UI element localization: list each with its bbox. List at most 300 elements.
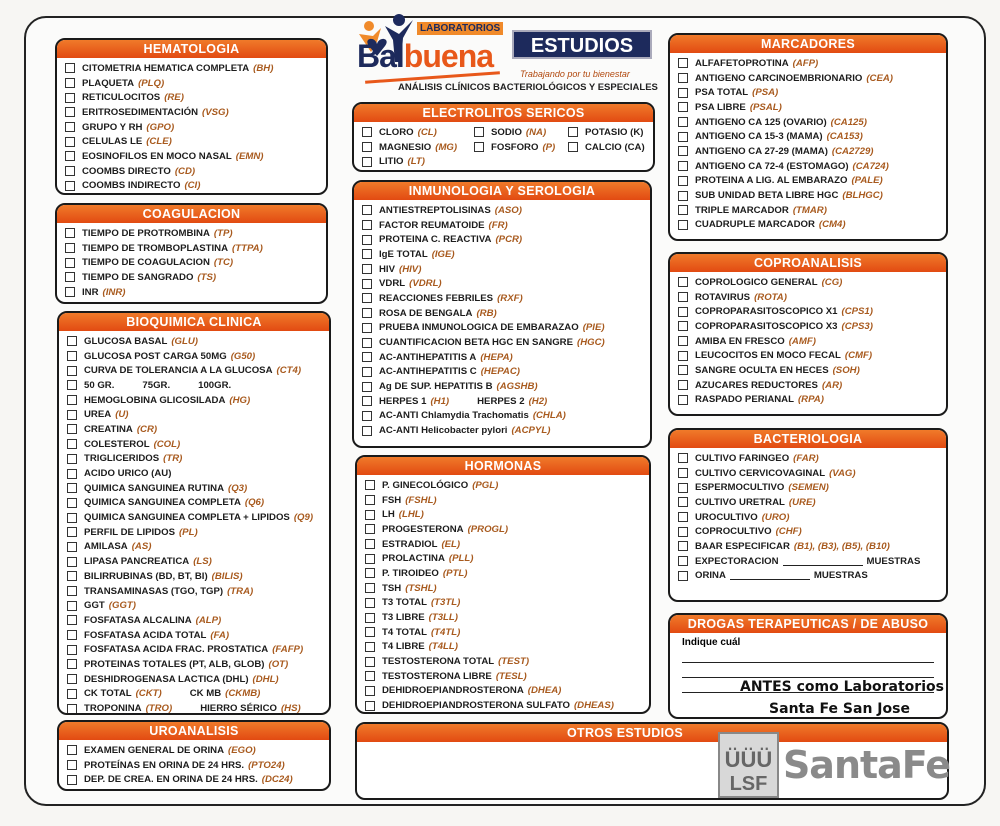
- list-item[interactable]: [65, 226, 318, 241]
- test-name: TESTOSTERONA TOTAL: [382, 656, 495, 668]
- section-header: HEMATOLOGIA: [57, 40, 326, 58]
- checkbox[interactable]: [67, 483, 77, 493]
- list-item[interactable]: [65, 241, 318, 256]
- checkbox[interactable]: [678, 351, 688, 361]
- test-name: CITOMETRIA HEMATICA COMPLETA: [82, 62, 250, 74]
- checkbox[interactable]: [65, 181, 75, 191]
- test-name: PROTEÍNAS EN ORINA DE 24 HRS.: [84, 759, 245, 771]
- checkbox[interactable]: [65, 228, 75, 238]
- test-code: (URE): [788, 496, 816, 508]
- checkbox[interactable]: [67, 351, 77, 361]
- checkbox[interactable]: [362, 205, 372, 215]
- checkbox[interactable]: [365, 568, 375, 578]
- checkbox[interactable]: [365, 686, 375, 696]
- list-item[interactable]: [678, 203, 938, 218]
- checkbox[interactable]: [365, 510, 375, 520]
- checkbox[interactable]: [678, 468, 688, 478]
- list-item[interactable]: [65, 61, 318, 76]
- checkbox[interactable]: [67, 366, 77, 376]
- checkbox[interactable]: [678, 146, 688, 156]
- list-item[interactable]: [365, 522, 641, 537]
- checkbox[interactable]: [67, 424, 77, 434]
- list-item[interactable]: [67, 349, 321, 364]
- checkbox[interactable]: [67, 336, 77, 346]
- checkbox[interactable]: [678, 556, 688, 566]
- list-item[interactable]: [678, 495, 938, 510]
- list-item[interactable]: [67, 452, 321, 467]
- checkbox[interactable]: [362, 127, 372, 137]
- test-name: TRIPLE MARCADOR: [695, 204, 789, 216]
- list-item[interactable]: [362, 247, 642, 262]
- list-item[interactable]: [362, 423, 642, 438]
- checkbox[interactable]: [678, 292, 688, 302]
- list-item[interactable]: [67, 758, 321, 773]
- checkbox[interactable]: [65, 78, 75, 88]
- test-name: GLUCOSA POST CARGA 50MG: [84, 350, 227, 362]
- section-header: OTROS ESTUDIOS: [357, 724, 947, 742]
- checkbox[interactable]: [365, 613, 375, 623]
- test-tubes-icon: ÜÜÜ LSF: [718, 732, 779, 798]
- checkbox[interactable]: [67, 498, 77, 508]
- test-name: CREATINA: [84, 423, 133, 435]
- checkbox[interactable]: [362, 411, 372, 421]
- list-item[interactable]: [362, 306, 642, 321]
- list-item[interactable]: [65, 270, 318, 285]
- list-item[interactable]: [365, 581, 641, 596]
- list-item[interactable]: [678, 510, 938, 525]
- checkbox[interactable]: [65, 243, 75, 253]
- test-code-extra: (CKMB): [225, 688, 261, 700]
- list-item[interactable]: [67, 772, 321, 787]
- list-item[interactable]: [365, 610, 641, 625]
- list-item[interactable]: [67, 743, 321, 758]
- list-item[interactable]: [365, 596, 641, 611]
- test-code: (ACPYL): [511, 425, 551, 437]
- test-name: HIV: [379, 263, 395, 275]
- list-item[interactable]: [678, 466, 938, 481]
- checkbox[interactable]: [362, 308, 372, 318]
- checkbox[interactable]: [67, 601, 77, 611]
- checkbox[interactable]: [67, 775, 77, 785]
- list-item[interactable]: [67, 672, 321, 687]
- checkbox[interactable]: [678, 571, 688, 581]
- checkbox[interactable]: [678, 380, 688, 390]
- list-item[interactable]: [678, 159, 938, 174]
- checkbox[interactable]: [362, 235, 372, 245]
- quantity-input-line[interactable]: [730, 571, 810, 580]
- suffix-label: MUESTRAS: [866, 555, 921, 567]
- checkbox[interactable]: [365, 524, 375, 534]
- checkbox[interactable]: [67, 513, 77, 523]
- list-item[interactable]: [365, 537, 641, 552]
- list-item[interactable]: [65, 120, 318, 135]
- test-code: (PTO24): [248, 759, 285, 771]
- checkbox[interactable]: [678, 527, 688, 537]
- checkbox[interactable]: [365, 657, 375, 667]
- test-name: GRUPO Y RH: [82, 121, 143, 133]
- test-code: (AMF): [788, 335, 816, 347]
- checkbox[interactable]: [678, 220, 688, 230]
- list-item[interactable]: [67, 437, 321, 452]
- test-code: (VAG): [829, 467, 856, 479]
- test-code: (TRA): [227, 585, 254, 597]
- list-item[interactable]: [678, 218, 938, 233]
- list-item[interactable]: [67, 628, 321, 643]
- list-item[interactable]: [678, 188, 938, 203]
- list-item[interactable]: [362, 335, 642, 350]
- list-item[interactable]: [678, 115, 938, 130]
- checkbox[interactable]: [67, 615, 77, 625]
- list-item[interactable]: [365, 640, 641, 655]
- quantity-input-line[interactable]: [783, 557, 863, 566]
- list-item[interactable]: [678, 100, 938, 115]
- checkbox[interactable]: [362, 293, 372, 303]
- list-item[interactable]: [65, 90, 318, 105]
- checkbox[interactable]: [678, 497, 688, 507]
- list-item[interactable]: [568, 125, 655, 140]
- list-item[interactable]: [678, 480, 938, 495]
- test-name: POTASIO (K): [585, 126, 644, 138]
- checkbox[interactable]: [365, 539, 375, 549]
- list-item[interactable]: [65, 76, 318, 91]
- checkbox[interactable]: [362, 264, 372, 274]
- list-item[interactable]: [67, 466, 321, 481]
- test-name: CUADRUPLE MARCADOR: [695, 219, 815, 231]
- list-item[interactable]: [678, 129, 938, 144]
- checkbox[interactable]: [67, 439, 77, 449]
- checklist: [57, 58, 326, 193]
- test-code: (IGE): [431, 248, 455, 260]
- list-item[interactable]: [65, 179, 318, 194]
- test-name: INR: [82, 286, 99, 298]
- checkbox[interactable]: [65, 93, 75, 103]
- test-name: AMILASA: [84, 541, 128, 553]
- checkbox[interactable]: [678, 512, 688, 522]
- checkbox[interactable]: [568, 127, 578, 137]
- checkbox[interactable]: [362, 279, 372, 289]
- checkbox[interactable]: [678, 307, 688, 317]
- checkbox[interactable]: [365, 642, 375, 652]
- list-item[interactable]: [67, 554, 321, 569]
- list-item[interactable]: [365, 669, 641, 684]
- checkbox[interactable]: [67, 745, 77, 755]
- checkbox[interactable]: [65, 63, 75, 73]
- list-item[interactable]: [678, 85, 938, 100]
- checkbox[interactable]: [362, 142, 372, 152]
- list-item[interactable]: [362, 409, 642, 424]
- list-item[interactable]: [678, 524, 938, 539]
- checkbox[interactable]: [67, 527, 77, 537]
- test-code: (HGC): [577, 337, 605, 349]
- test-code: (VDRL): [409, 278, 442, 290]
- test-code: (PLQ): [138, 77, 165, 89]
- checkbox[interactable]: [67, 395, 77, 405]
- checkbox[interactable]: [67, 571, 77, 581]
- checkbox[interactable]: [474, 127, 484, 137]
- list-item[interactable]: [678, 378, 938, 393]
- list-item[interactable]: [67, 598, 321, 613]
- list-item[interactable]: [362, 394, 642, 409]
- test-code: (LHL): [398, 509, 424, 521]
- list-item[interactable]: [67, 481, 321, 496]
- list-item[interactable]: [362, 291, 642, 306]
- list-item[interactable]: [678, 174, 938, 189]
- test-name: T4 TOTAL: [382, 626, 427, 638]
- test-name: HEMOGLOBINA GLICOSILADA: [84, 394, 226, 406]
- checkbox[interactable]: [678, 88, 688, 98]
- list-item[interactable]: [474, 140, 568, 155]
- test-code: (CD): [174, 165, 196, 177]
- checkbox[interactable]: [678, 277, 688, 287]
- list-item[interactable]: [365, 551, 641, 566]
- list-item[interactable]: [67, 334, 321, 349]
- checkbox[interactable]: [678, 205, 688, 215]
- list-item[interactable]: [65, 164, 318, 179]
- checkbox[interactable]: [362, 396, 372, 406]
- checkbox[interactable]: [362, 249, 372, 259]
- checkbox[interactable]: [365, 627, 375, 637]
- checkbox[interactable]: [678, 132, 688, 142]
- checkbox[interactable]: [365, 671, 375, 681]
- checkbox[interactable]: [65, 137, 75, 147]
- checkbox[interactable]: [67, 410, 77, 420]
- stamp-line-2: Santa Fe San Jose: [769, 701, 910, 717]
- test-name: PRUEBA INMUNOLOGICA DE EMBARAZAO: [379, 322, 579, 334]
- list-item[interactable]: [67, 701, 321, 715]
- list-item[interactable]: [67, 510, 321, 525]
- list-item[interactable]: [678, 71, 938, 86]
- test-code: (AS): [131, 541, 152, 553]
- checkbox[interactable]: [678, 73, 688, 83]
- test-name: COPROPARASITOSCOPICO X1: [695, 306, 838, 318]
- checkbox[interactable]: [67, 380, 77, 390]
- checkbox[interactable]: [678, 483, 688, 493]
- list-item[interactable]: [678, 348, 938, 363]
- section-header: DROGAS TERAPEUTICAS / DE ABUSO: [670, 615, 946, 633]
- list-item[interactable]: [365, 698, 641, 713]
- checkbox[interactable]: [474, 142, 484, 152]
- list-item[interactable]: [362, 232, 642, 247]
- list-item[interactable]: [65, 105, 318, 120]
- checkbox[interactable]: [365, 598, 375, 608]
- test-name: CALCIO (CA): [585, 141, 645, 153]
- list-item[interactable]: [67, 496, 321, 511]
- list-item[interactable]: [365, 684, 641, 699]
- checkbox[interactable]: [65, 151, 75, 161]
- list-item[interactable]: [474, 125, 568, 140]
- list-item[interactable]: [365, 654, 641, 669]
- list-item[interactable]: [678, 451, 938, 466]
- checkbox[interactable]: [67, 674, 77, 684]
- checkbox[interactable]: [362, 338, 372, 348]
- checkbox[interactable]: [67, 704, 77, 714]
- section-header: HORMONAS: [357, 457, 649, 475]
- checkbox[interactable]: [365, 495, 375, 505]
- logo-brand-b: buena: [403, 38, 494, 74]
- test-code: (COL): [153, 438, 181, 450]
- test-name: PSA TOTAL: [695, 87, 749, 99]
- section-header: BIOQUIMICA CLINICA: [59, 313, 329, 331]
- list-item[interactable]: [365, 566, 641, 581]
- checkbox[interactable]: [362, 352, 372, 362]
- checkbox[interactable]: [678, 117, 688, 127]
- checkbox[interactable]: [568, 142, 578, 152]
- list-item[interactable]: [678, 554, 938, 569]
- list-item[interactable]: [65, 149, 318, 164]
- list-item[interactable]: [65, 134, 318, 149]
- list-item[interactable]: [67, 363, 321, 378]
- test-code: (T3LL): [428, 612, 458, 624]
- checkbox[interactable]: [67, 469, 77, 479]
- checkbox[interactable]: [678, 365, 688, 375]
- checkbox[interactable]: [362, 323, 372, 333]
- test-name: DEP. DE CREA. EN ORINA DE 24 HRS.: [84, 774, 258, 786]
- list-item[interactable]: [365, 625, 641, 640]
- test-name: AC-ANTIHEPATITIS C: [379, 366, 477, 378]
- test-code: (PIE): [582, 322, 605, 334]
- checkbox[interactable]: [678, 336, 688, 346]
- list-item[interactable]: [67, 407, 321, 422]
- list-item[interactable]: [678, 334, 938, 349]
- list-item[interactable]: [678, 56, 938, 71]
- test-code: (PSA): [752, 87, 779, 99]
- checkbox[interactable]: [362, 367, 372, 377]
- list-item[interactable]: [678, 319, 938, 334]
- checkbox[interactable]: [678, 161, 688, 171]
- list-item[interactable]: [365, 493, 641, 508]
- checkbox[interactable]: [678, 321, 688, 331]
- test-code: (FAR): [793, 452, 819, 464]
- list-item[interactable]: [365, 507, 641, 522]
- test-name: COPROLOGICO GENERAL: [695, 276, 818, 288]
- checkbox[interactable]: [678, 102, 688, 112]
- checkbox[interactable]: [65, 272, 75, 282]
- test-code: (CI): [184, 180, 201, 192]
- test-code: (PGL): [472, 479, 499, 491]
- test-code: (TRO): [145, 703, 173, 715]
- list-item[interactable]: [678, 144, 938, 159]
- test-name: SUB UNIDAD BETA LIBRE HGC: [695, 190, 839, 202]
- checkbox[interactable]: [65, 258, 75, 268]
- test-name: PROLACTINA: [382, 553, 445, 565]
- list-item[interactable]: [678, 539, 938, 554]
- checkbox[interactable]: [65, 287, 75, 297]
- section-coagulacion: [55, 203, 328, 304]
- list-item[interactable]: [67, 525, 321, 540]
- list-item[interactable]: [67, 540, 321, 555]
- checkbox[interactable]: [67, 645, 77, 655]
- test-name: QUIMICA SANGUINEA RUTINA: [84, 482, 224, 494]
- checkbox[interactable]: [67, 557, 77, 567]
- checkbox[interactable]: [65, 107, 75, 117]
- list-item[interactable]: [362, 154, 474, 169]
- section-coproanalisis: [668, 252, 948, 416]
- checkbox[interactable]: [362, 426, 372, 436]
- list-item[interactable]: [67, 642, 321, 657]
- suffix-label: MUESTRAS: [813, 570, 868, 582]
- checkbox[interactable]: [678, 58, 688, 68]
- list-item[interactable]: [65, 285, 318, 300]
- list-item[interactable]: [362, 218, 642, 233]
- test-name: ANTIGENO CA 72-4 (ESTOMAGO): [695, 160, 849, 172]
- checkbox[interactable]: [678, 541, 688, 551]
- list-item[interactable]: [678, 569, 938, 584]
- list-item[interactable]: [362, 203, 642, 218]
- section-inmunologia: [352, 180, 652, 448]
- list-item[interactable]: [678, 393, 938, 408]
- checkbox[interactable]: [365, 480, 375, 490]
- list-item[interactable]: [362, 379, 642, 394]
- list-item[interactable]: [67, 422, 321, 437]
- test-name: EXPECTORACION: [695, 555, 779, 567]
- test-code: (SOH): [832, 364, 860, 376]
- test-code: (CHF): [775, 526, 802, 538]
- list-item[interactable]: [362, 276, 642, 291]
- test-code: (URO): [761, 511, 790, 523]
- list-item[interactable]: [67, 378, 321, 393]
- checkbox[interactable]: [678, 395, 688, 405]
- list-item[interactable]: [362, 365, 642, 380]
- list-item[interactable]: [67, 687, 321, 702]
- test-code: (TSHL): [405, 582, 437, 594]
- checkbox[interactable]: [362, 220, 372, 230]
- checkbox[interactable]: [678, 453, 688, 463]
- checkbox[interactable]: [362, 157, 372, 167]
- test-name: PROTEINAS TOTALES (PT, ALB, GLOB): [84, 658, 265, 670]
- checkbox[interactable]: [65, 166, 75, 176]
- test-name: COPROPARASITOSCOPICO X3: [695, 320, 838, 332]
- list-item[interactable]: [678, 275, 938, 290]
- list-item[interactable]: [362, 125, 474, 140]
- checkbox[interactable]: [67, 586, 77, 596]
- list-item[interactable]: [678, 290, 938, 305]
- test-name: ERITROSEDIMENTACIÓN: [82, 106, 199, 118]
- list-item[interactable]: [67, 584, 321, 599]
- list-item[interactable]: [67, 657, 321, 672]
- list-item[interactable]: [362, 350, 642, 365]
- list-item[interactable]: [365, 478, 641, 493]
- list-item[interactable]: [678, 304, 938, 319]
- list-item[interactable]: [362, 321, 642, 336]
- checkbox[interactable]: [365, 554, 375, 564]
- drogas-input-line-1[interactable]: [682, 662, 934, 663]
- list-item[interactable]: [362, 140, 474, 155]
- checkbox[interactable]: [678, 176, 688, 186]
- list-item[interactable]: [678, 363, 938, 378]
- list-item[interactable]: [362, 262, 642, 277]
- checkbox[interactable]: [67, 760, 77, 770]
- section-hematologia: [55, 38, 328, 195]
- checklist: [59, 331, 329, 715]
- section-electrolitos: [352, 102, 655, 172]
- checkbox[interactable]: [67, 454, 77, 464]
- list-item[interactable]: [67, 393, 321, 408]
- checkbox[interactable]: [67, 659, 77, 669]
- list-item[interactable]: [568, 140, 655, 155]
- checkbox[interactable]: [67, 630, 77, 640]
- checkbox[interactable]: [67, 542, 77, 552]
- list-item[interactable]: [67, 613, 321, 628]
- checkbox[interactable]: [678, 191, 688, 201]
- list-item[interactable]: [65, 255, 318, 270]
- checkbox[interactable]: [362, 382, 372, 392]
- list-item[interactable]: [67, 569, 321, 584]
- checkbox[interactable]: [65, 122, 75, 132]
- checkbox[interactable]: [365, 701, 375, 711]
- test-name: RETICULOCITOS: [82, 92, 161, 104]
- checkbox[interactable]: [365, 583, 375, 593]
- checkbox[interactable]: [67, 689, 77, 699]
